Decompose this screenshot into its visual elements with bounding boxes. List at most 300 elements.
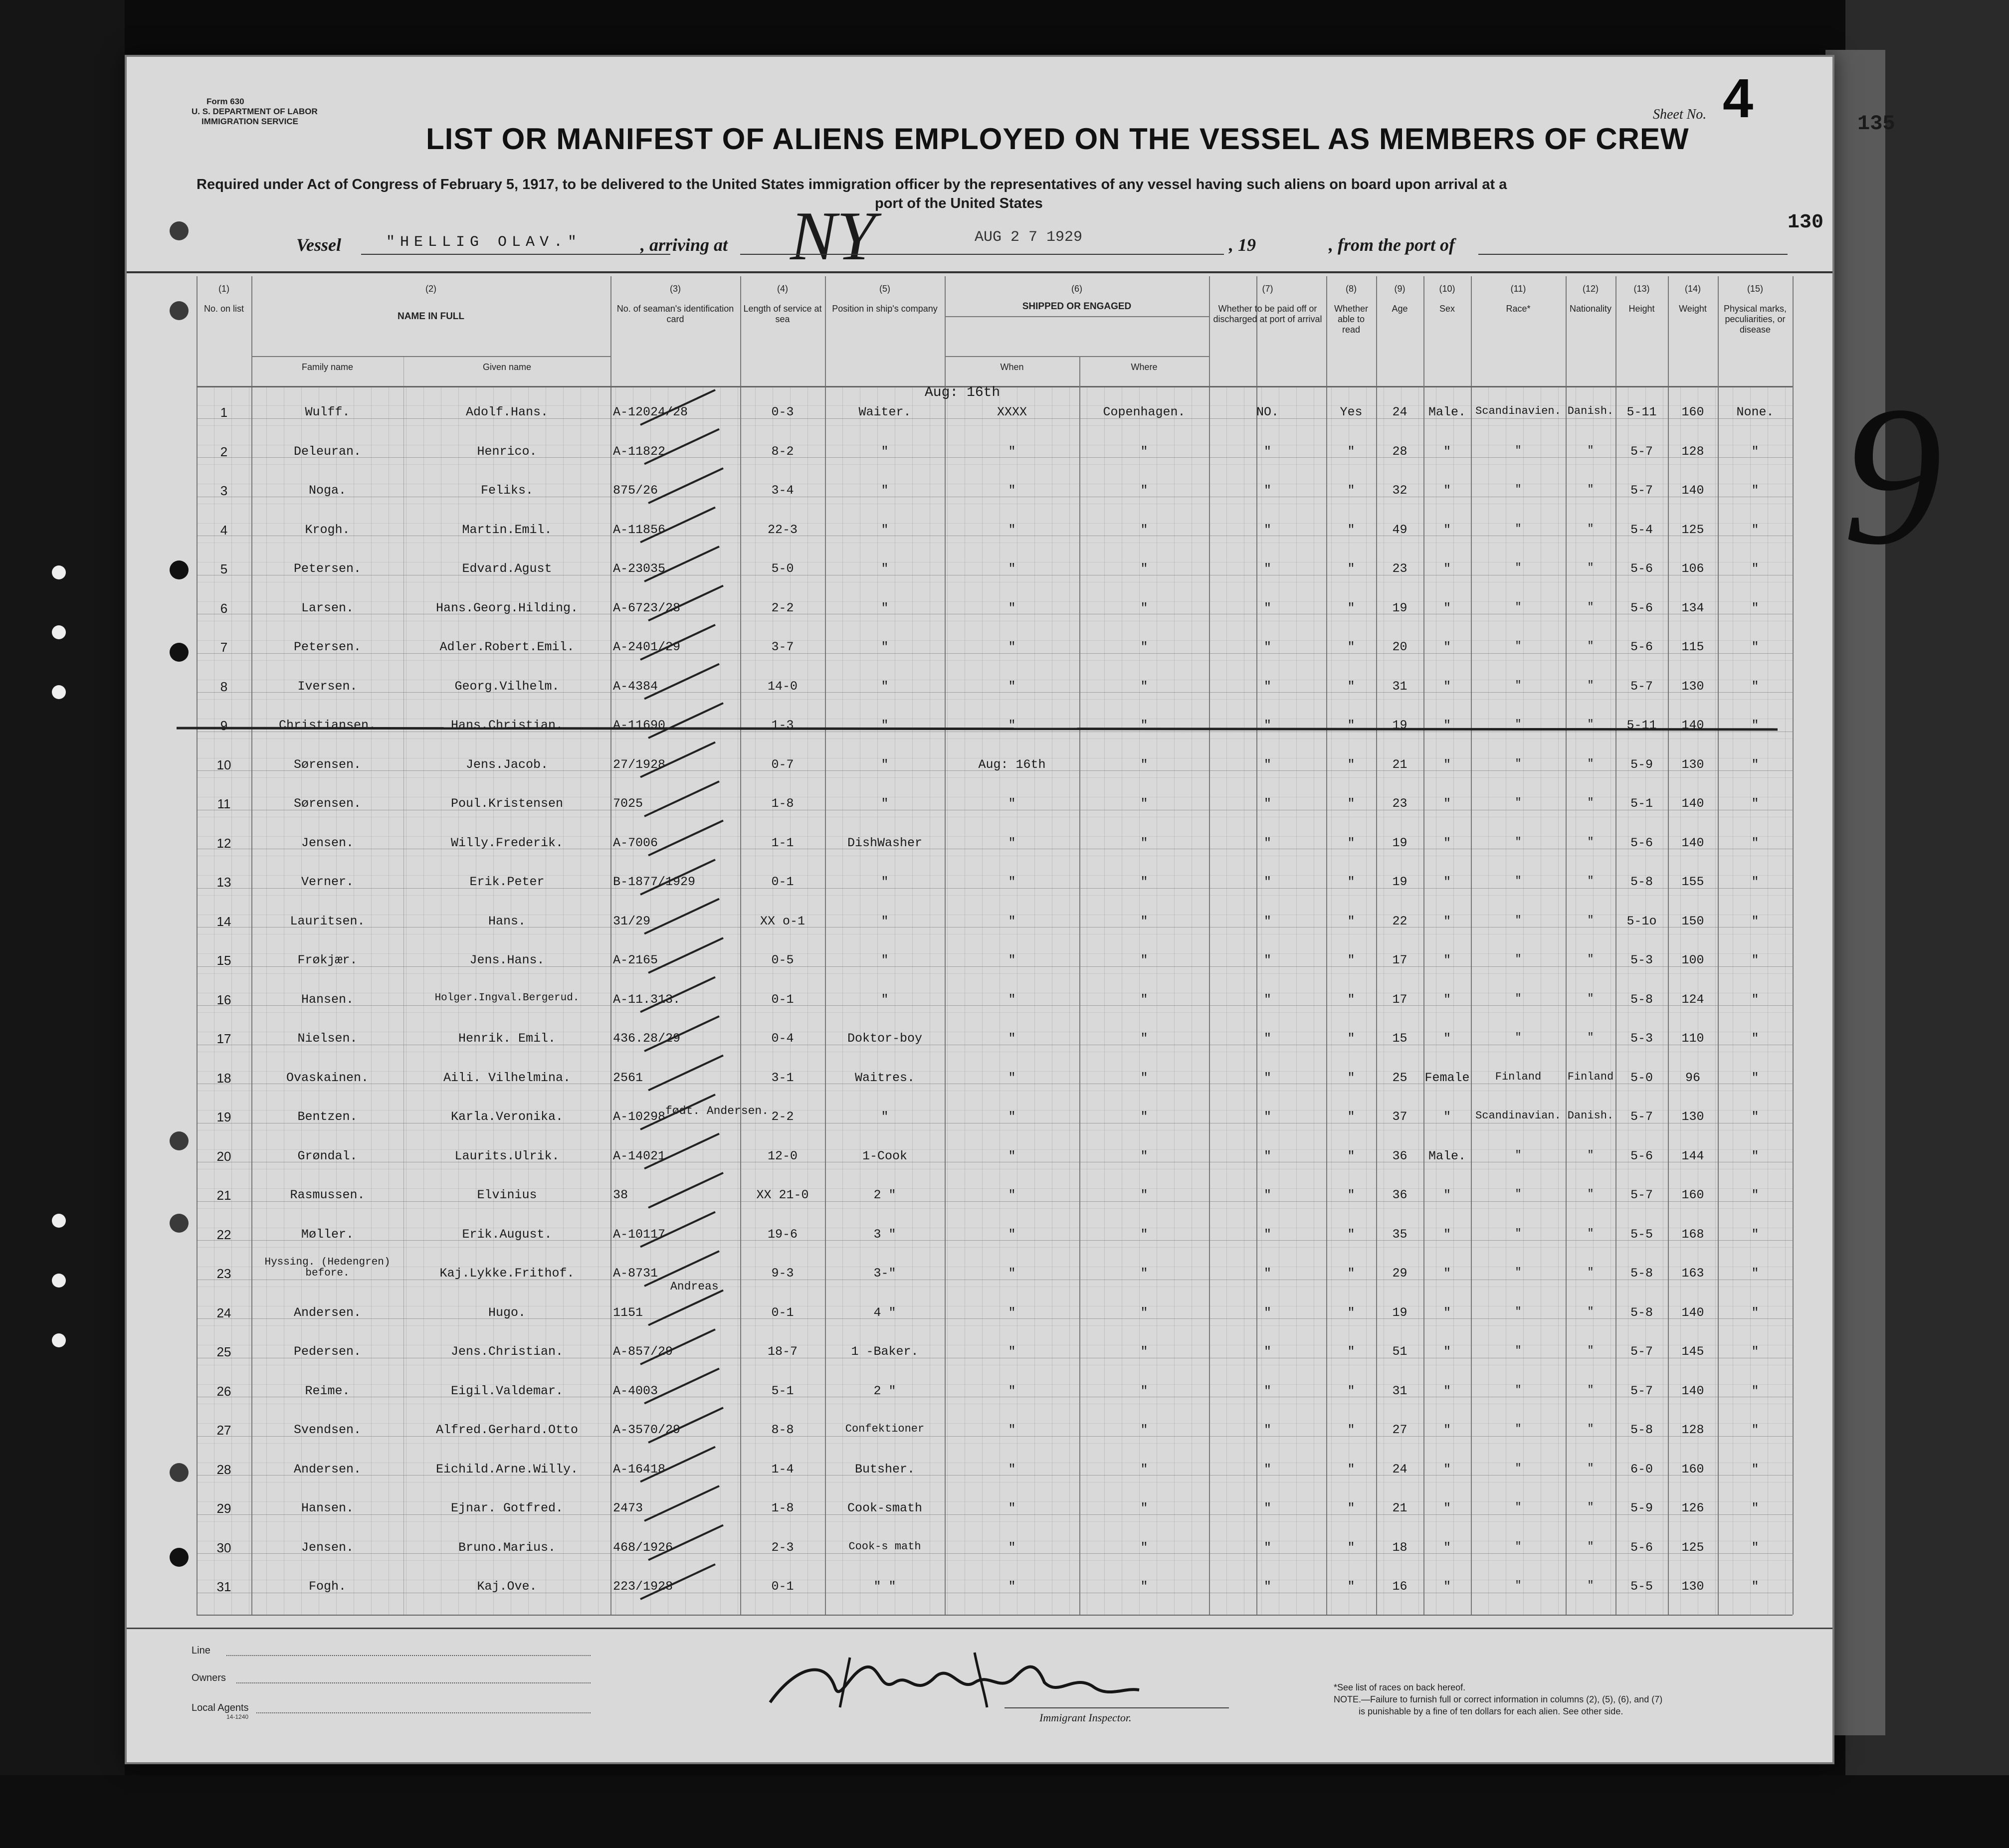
column-header-5: Position in ship's company	[832, 304, 938, 314]
cell-nat: "	[1587, 679, 1594, 692]
cell-race: "	[1515, 640, 1522, 652]
cell-where: "	[1140, 757, 1148, 772]
cell-paid: "	[1263, 679, 1271, 694]
cell-position: 1 -Baker.	[851, 1344, 919, 1359]
cell-height: 5-7	[1630, 1383, 1653, 1398]
cell-sex: "	[1443, 1462, 1451, 1477]
footer-agents-field	[256, 1712, 591, 1713]
cell-age: 36	[1392, 1148, 1407, 1163]
cell-read: "	[1347, 679, 1355, 694]
cell-sex: "	[1443, 992, 1451, 1007]
column-subheader-given-name: Given name	[482, 362, 532, 372]
cell-where: "	[1140, 1109, 1148, 1124]
cell-no: 27	[216, 1423, 231, 1438]
column-number-8: (8)	[1346, 284, 1357, 294]
column-header-12: Nationality	[1569, 304, 1612, 314]
cell-position: " "	[873, 1579, 896, 1594]
check-slash	[640, 625, 715, 660]
cell-where: "	[1140, 1423, 1148, 1437]
cell-card: A-10117	[613, 1227, 666, 1242]
cell-service: 8-2	[771, 444, 794, 459]
cell-family: Sørensen.	[293, 796, 362, 811]
cell-service: 0-1	[771, 1579, 794, 1594]
cell-weight: 140	[1681, 483, 1704, 498]
cell-position: "	[881, 600, 889, 615]
cell-nat: "	[1587, 1540, 1594, 1553]
column-number-3: (3)	[670, 284, 681, 294]
cell-paid: "	[1263, 1109, 1271, 1124]
cell-marks: "	[1751, 522, 1759, 537]
cell-height: 5-1	[1630, 796, 1653, 811]
cell-given: Hans.Georg.Hilding.	[435, 600, 579, 615]
column-header-7: Whether to be paid off or discharged at port of arrival	[1213, 304, 1322, 324]
cell-card: A-16418	[613, 1462, 666, 1477]
cell-nat: "	[1587, 757, 1594, 770]
binding-hole	[52, 1214, 66, 1228]
cell-read: "	[1347, 483, 1355, 498]
cell-race: "	[1515, 1540, 1522, 1553]
check-slash	[648, 1291, 723, 1325]
cell-weight: 106	[1681, 561, 1704, 576]
cell-read: "	[1347, 522, 1355, 537]
cell-sex: "	[1443, 1383, 1451, 1398]
cell-family: Møller.	[301, 1227, 354, 1242]
cell-no: 18	[216, 1070, 231, 1086]
cell-card: A-8731	[613, 1266, 658, 1281]
cell-sex: "	[1443, 640, 1451, 654]
cell-service: 1-8	[771, 796, 794, 811]
cell-weight: 125	[1681, 522, 1704, 537]
cell-position: "	[881, 561, 889, 576]
cell-age: 17	[1392, 992, 1407, 1007]
cell-height: 5-8	[1630, 875, 1653, 889]
cell-age: 18	[1392, 1540, 1407, 1555]
cell-family: Noga.	[308, 483, 346, 498]
cell-paid: "	[1263, 561, 1271, 576]
cell-given: Kaj.Lykke.Frithof.	[439, 1266, 575, 1281]
cell-age: 19	[1392, 875, 1407, 889]
check-slash	[648, 1408, 723, 1443]
column-header-14: Weight	[1679, 304, 1707, 314]
cell-given: Eigil.Valdemar.	[450, 1383, 564, 1398]
cell-paid: "	[1263, 1227, 1271, 1242]
cell-nat: "	[1587, 600, 1594, 613]
cell-family: Hyssing. (Hedengren) before.	[264, 1257, 391, 1279]
cell-nat: "	[1587, 1501, 1594, 1513]
binding-hole	[52, 685, 66, 699]
cell-read: "	[1347, 835, 1355, 850]
column-header-6: SHIPPED OR ENGAGED	[1022, 301, 1132, 312]
cell-position: 3 "	[873, 1227, 896, 1242]
check-slash	[640, 860, 715, 895]
cell-read: "	[1347, 718, 1355, 733]
cell-race: "	[1515, 1227, 1522, 1240]
check-slash	[644, 1486, 719, 1521]
cell-paid: "	[1263, 600, 1271, 615]
cell-marks: "	[1751, 953, 1759, 967]
scan-background-bottom	[0, 1775, 2009, 1848]
cell-age: 32	[1392, 483, 1407, 498]
cell-marks: "	[1751, 718, 1759, 733]
stamp-page-number: 135	[1857, 112, 1895, 136]
column-header-1: No. on list	[203, 304, 244, 314]
cell-paid: "	[1263, 1344, 1271, 1359]
cell-marks: "	[1751, 1462, 1759, 1477]
cell-family: Hansen.	[301, 1501, 354, 1515]
cell-family: Frøkjær.	[297, 953, 358, 967]
cell-marks: "	[1751, 1501, 1759, 1515]
cell-sex: "	[1443, 914, 1451, 928]
cell-when: "	[1008, 444, 1016, 459]
cell-card: A-6723/28	[613, 600, 681, 615]
cell-weight: 155	[1681, 875, 1704, 889]
cell-paid: "	[1263, 914, 1271, 928]
cell-age: 20	[1392, 640, 1407, 654]
vessel-label: Vessel	[296, 235, 341, 255]
cell-marks: "	[1751, 1188, 1759, 1202]
date-stamp: AUG 2 7 1929	[975, 229, 1083, 246]
cell-family: Andersen.	[293, 1305, 362, 1320]
cell-race: "	[1515, 1305, 1522, 1318]
cell-when: "	[1008, 1540, 1016, 1555]
cell-weight: 163	[1681, 1266, 1704, 1281]
check-slash	[640, 390, 715, 425]
cell-where: "	[1140, 679, 1148, 694]
footer-rule	[127, 1628, 1832, 1629]
cell-when: "	[1008, 1070, 1016, 1085]
cell-weight: 110	[1681, 1031, 1704, 1046]
cell-nat: "	[1587, 1383, 1594, 1396]
cell-position: "	[881, 875, 889, 889]
cell-service: 14-0	[767, 679, 798, 694]
cell-when: "	[1008, 1227, 1016, 1242]
arriving-label: , arriving at	[640, 235, 728, 255]
cell-position: 4 "	[873, 1305, 896, 1320]
cell-weight: 128	[1681, 444, 1704, 459]
cell-read: Yes	[1340, 405, 1363, 419]
cell-height: 5-6	[1630, 1148, 1653, 1163]
cell-card: A-11.313.	[613, 992, 681, 1007]
cell-no: 21	[216, 1188, 231, 1203]
cell-marks: "	[1751, 1227, 1759, 1242]
cell-read: "	[1347, 1031, 1355, 1046]
cell-where: "	[1140, 1227, 1148, 1242]
from-port-label: , from the port of	[1329, 235, 1455, 255]
form-department: U. S. DEPARTMENT OF LABOR	[192, 107, 318, 116]
cell-card: A-2401/29	[613, 640, 681, 654]
column-number-6: (6)	[1071, 284, 1082, 294]
form-service: IMMIGRATION SERVICE	[201, 117, 298, 126]
cell-when: XXXX	[997, 405, 1027, 419]
cell-service: 0-1	[771, 992, 794, 1007]
cell-when: "	[1008, 1148, 1016, 1163]
cell-card: A-7006	[613, 835, 658, 850]
cell-nat: "	[1587, 796, 1594, 809]
cell-weight: 140	[1681, 718, 1704, 733]
cell-given: Alfred.Gerhard.Otto	[435, 1423, 579, 1437]
column-number-7: (7)	[1262, 284, 1273, 294]
column-subheader-when: When	[1000, 362, 1024, 372]
cell-no: 17	[216, 1031, 231, 1046]
cell-where: "	[1140, 1501, 1148, 1515]
check-slash	[640, 1095, 715, 1129]
cell-nat: "	[1587, 1031, 1594, 1044]
footer-note-star: *See list of races on back hereof.	[1334, 1682, 1466, 1692]
cell-marks: "	[1751, 796, 1759, 811]
cell-when: "	[1008, 522, 1016, 537]
cell-where: "	[1140, 483, 1148, 498]
cell-height: 5-7	[1630, 1344, 1653, 1359]
cell-sex: "	[1443, 1266, 1451, 1281]
cell-sex: "	[1443, 522, 1451, 537]
cell-sex: "	[1443, 796, 1451, 811]
cell-no: 14	[216, 914, 231, 929]
footer-owners-field	[236, 1682, 591, 1683]
cell-no: 20	[216, 1148, 231, 1164]
cell-age: 25	[1392, 1070, 1407, 1085]
cell-nat: "	[1587, 1344, 1594, 1357]
cell-when: "	[1008, 1266, 1016, 1281]
cell-no: 23	[216, 1266, 231, 1281]
cell-no: 10	[216, 757, 231, 772]
cell-where: "	[1140, 1148, 1148, 1163]
cell-service: 2-2	[771, 1109, 794, 1124]
cell-position: DishWasher	[847, 835, 923, 850]
cell-card: 468/1926	[613, 1540, 673, 1555]
cell-where: "	[1140, 1266, 1148, 1281]
cell-position: Doktor-boy	[847, 1031, 923, 1046]
cell-where: "	[1140, 1070, 1148, 1085]
check-slash	[648, 1525, 723, 1560]
cell-paid: "	[1263, 1501, 1271, 1515]
cell-weight: 128	[1681, 1423, 1704, 1437]
cell-position: "	[881, 914, 889, 928]
cell-nat: "	[1587, 1148, 1594, 1161]
cell-height: 5-8	[1630, 1266, 1653, 1281]
cell-race: "	[1515, 1031, 1522, 1044]
cell-read: "	[1347, 1423, 1355, 1437]
page-title: LIST OR MANIFEST OF ALIENS EMPLOYED ON THE VESSEL AS MEMBERS OF CREW	[426, 122, 1689, 156]
cell-no: 22	[216, 1227, 231, 1242]
cell-read: "	[1347, 1540, 1355, 1555]
cell-family: Ovaskainen.	[286, 1070, 369, 1085]
column-number-10: (10)	[1439, 284, 1455, 294]
cell-where: "	[1140, 1344, 1148, 1359]
cell-height: 5-6	[1630, 1540, 1653, 1555]
cell-no: 11	[217, 796, 231, 811]
cell-height: 5-7	[1630, 1109, 1653, 1124]
cell-service: 5-1	[771, 1383, 794, 1398]
cell-given: Hans.Christian.	[450, 718, 564, 733]
cell-when: "	[1008, 1462, 1016, 1477]
cell-read: "	[1347, 875, 1355, 889]
row1-when-annotation: Aug: 16th	[925, 385, 1001, 400]
cell-card: A-11690	[613, 718, 666, 733]
cell-when: "	[1008, 1188, 1016, 1202]
cell-when: "	[1008, 1423, 1016, 1437]
cell-nat: "	[1587, 718, 1594, 731]
cell-no: 24	[216, 1305, 231, 1320]
cell-nat: "	[1587, 1423, 1594, 1435]
column-header-4: Length of service at sea	[743, 304, 822, 324]
cell-nat: Danish.	[1567, 1109, 1614, 1122]
cell-where: "	[1140, 1031, 1148, 1046]
cell-race: "	[1515, 1188, 1522, 1200]
check-slash	[644, 1016, 719, 1051]
cell-age: 16	[1392, 1579, 1407, 1594]
cell-position: 1-Cook	[862, 1148, 907, 1163]
cell-sex: "	[1443, 875, 1451, 889]
cell-weight: 130	[1681, 1579, 1704, 1594]
cell-weight: 130	[1681, 757, 1704, 772]
cell-height: 5-8	[1630, 1423, 1653, 1437]
cell-height: 5-6	[1630, 835, 1653, 850]
cell-given: Georg.Vilhelm.	[454, 679, 560, 694]
cell-given: Edvard.Agust	[462, 561, 552, 576]
cell-age: 24	[1392, 1462, 1407, 1477]
cell-service: 8-8	[771, 1423, 794, 1437]
cell-service: 1-8	[771, 1501, 794, 1515]
cell-family: Pedersen.	[293, 1344, 362, 1359]
cell-no: 6	[220, 600, 228, 616]
cell-age: 19	[1392, 835, 1407, 850]
cell-height: 5-3	[1630, 953, 1653, 967]
check-slash	[648, 1173, 723, 1208]
cell-no: 19	[216, 1109, 231, 1124]
cell-when: "	[1008, 600, 1016, 615]
cell-nat: "	[1587, 1266, 1594, 1279]
cell-family: Rasmussen.	[290, 1188, 365, 1202]
cell-when: "	[1008, 875, 1016, 889]
cell-marks: "	[1751, 1266, 1759, 1281]
cell-read: "	[1347, 796, 1355, 811]
cell-height: 5-5	[1630, 1579, 1653, 1594]
cell-age: 31	[1392, 1383, 1407, 1398]
cell-when: "	[1008, 953, 1016, 967]
cell-card: 436.28/29	[613, 1031, 681, 1046]
cell-service: 3-7	[771, 640, 794, 654]
cell-given: Aili. Vilhelmina.	[443, 1070, 571, 1085]
cell-family: Jensen.	[301, 835, 354, 850]
cell-age: 24	[1392, 405, 1407, 419]
cell-given: Hans.	[488, 914, 526, 928]
cell-weight: 124	[1681, 992, 1704, 1007]
column-number-12: (12)	[1582, 284, 1599, 294]
cell-height: 5-6	[1630, 640, 1653, 654]
cell-no: 29	[216, 1501, 231, 1516]
cell-age: 31	[1392, 679, 1407, 694]
cell-marks: "	[1751, 1109, 1759, 1124]
cell-age: 19	[1392, 718, 1407, 733]
cell-race: Scandinavian.	[1475, 1109, 1561, 1122]
cell-age: 19	[1392, 600, 1407, 615]
cell-paid: "	[1263, 1070, 1271, 1085]
cell-position: "	[881, 640, 889, 654]
cell-read: "	[1347, 1462, 1355, 1477]
check-slash	[648, 586, 723, 621]
cell-race: "	[1515, 835, 1522, 848]
cell-position: 2 "	[873, 1188, 896, 1202]
cell-service: XX o-1	[760, 914, 805, 928]
cell-race: "	[1515, 1423, 1522, 1435]
cell-when: "	[1008, 1031, 1016, 1046]
cell-family: Grøndal.	[297, 1148, 358, 1163]
cell-nat: "	[1587, 561, 1594, 574]
cell-card: 223/1928	[613, 1579, 673, 1594]
cell-service: 0-7	[771, 757, 794, 772]
cell-when: "	[1008, 1109, 1016, 1124]
cell-age: 27	[1392, 1423, 1407, 1437]
cell-age: 36	[1392, 1188, 1407, 1202]
check-slash	[644, 1251, 719, 1286]
check-slash	[644, 664, 719, 699]
cell-read: "	[1347, 1148, 1355, 1163]
cell-read: "	[1347, 1579, 1355, 1594]
cell-service: 3-4	[771, 483, 794, 498]
cell-family: Krogh.	[305, 522, 350, 537]
cell-read: "	[1347, 914, 1355, 928]
column-number-5: (5)	[879, 284, 890, 294]
cell-paid: NO.	[1256, 405, 1279, 419]
cell-race: "	[1515, 1579, 1522, 1592]
cell-when: "	[1008, 992, 1016, 1007]
subtitle-line1: Required under Act of Congress of February 5, 1917, to be delivered to the United States immigration officer by the representatives of any vessel having such aliens on board upon arrival at a	[197, 177, 1507, 192]
cell-paid: "	[1263, 953, 1271, 967]
column-subheader-where: Where	[1131, 362, 1158, 372]
cell-given: Jens.Jacob.	[465, 757, 549, 772]
cell-nat: "	[1587, 1462, 1594, 1475]
cell-paid: "	[1263, 1031, 1271, 1046]
stamp-page-number-2: 130	[1788, 211, 1824, 234]
manifest-sheet	[125, 55, 1942, 1764]
scan-background-left	[0, 0, 125, 1848]
cell-card: A-14021	[613, 1148, 666, 1163]
cell-height: 5-8	[1630, 1305, 1653, 1320]
cell-marks: "	[1751, 1344, 1759, 1359]
cell-family: Lauritsen.	[290, 914, 365, 928]
cell-read: "	[1347, 1305, 1355, 1320]
cell-family: Petersen.	[293, 561, 362, 576]
check-slash	[640, 977, 715, 1012]
cell-service: 2-2	[771, 600, 794, 615]
cell-no: 31	[216, 1579, 231, 1594]
cell-height: 6-0	[1630, 1462, 1653, 1477]
vessel-name: "HELLIG OLAV."	[386, 234, 582, 251]
cell-weight: 150	[1681, 914, 1704, 928]
cell-position: Cook-smath	[847, 1501, 923, 1515]
check-slash	[640, 1212, 715, 1247]
cell-height: 5-8	[1630, 992, 1653, 1007]
column-header-8: Whether able to read	[1334, 304, 1369, 335]
cell-paid: "	[1263, 1266, 1271, 1281]
check-slash	[644, 781, 719, 816]
cell-marks: "	[1751, 875, 1759, 889]
cell-read: "	[1347, 1109, 1355, 1124]
inspector-label: Immigrant Inspector.	[1039, 1711, 1132, 1724]
arriving-port: NY	[790, 197, 876, 275]
cell-age: 21	[1392, 1501, 1407, 1515]
cell-marks: "	[1751, 835, 1759, 850]
cell-no: 30	[216, 1540, 231, 1555]
cell-given: Adolf.Hans.	[465, 405, 549, 419]
cell-height: 5-7	[1630, 444, 1653, 459]
cell-read: "	[1347, 1227, 1355, 1242]
cell-marks: "	[1751, 1305, 1759, 1320]
column-header-2: NAME IN FULL	[397, 311, 465, 322]
cell-race: "	[1515, 600, 1522, 613]
cell-service: 18-7	[767, 1344, 798, 1359]
cell-height: 5-9	[1630, 1501, 1653, 1515]
